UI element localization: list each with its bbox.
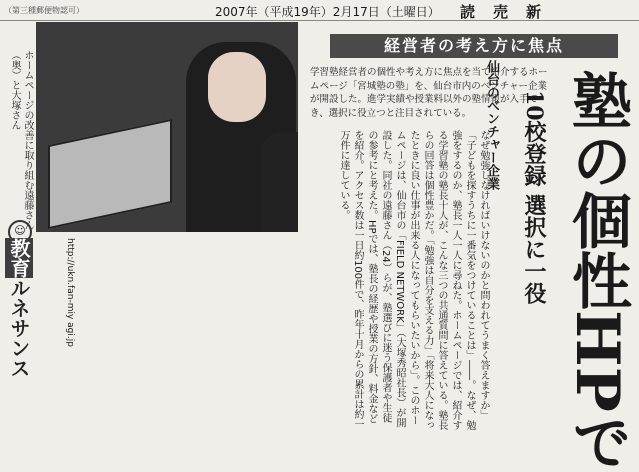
lead-paragraph: 学習塾経営者の個性や考え方に焦点を当て紹介するホームページ「宮城塾の塾」を、仙台市内のベンチャー企業が開設した。進学実績や授業料以外の塾情報が入手でき、選択に役立つと注目されている。	[310, 67, 548, 119]
sub-headline: 10校登録 選択に一役	[521, 90, 547, 305]
main-headline: 塾の個性HPで	[562, 70, 632, 472]
logo-title: ルネサンス	[7, 278, 31, 378]
newspaper-name: 読売新	[460, 3, 560, 21]
publication-date: 2007年（平成19年）2月17日（土曜日）	[215, 5, 440, 19]
man-face	[208, 52, 266, 122]
smiley-icon: ☺	[8, 220, 32, 244]
masthead-bar	[0, 0, 639, 21]
mail-permit-label: （第三種郵便物認可）	[4, 6, 84, 15]
logo-edu-label: 教育	[7, 238, 31, 278]
article-body: なぜ勉強しなければいけないのかと問われてうまく答えますか」「子どもを探すうちに一番気をつけていることは」――。なぜ、勉強をするのか、塾長一人一人に尋ねた。ホームページでは、紹介する学習塾の塾長十人が、こんな三つの共通質問に答えている。塾長らの回答は個性豊かだ。「勉強は自分を支える力」「将来大人になったときに良い仕事が出来る人になってもらいたいから」。このホームページは、仙台市の「FIELD NETWORK」（大塚秀昭社長）が開設した。同社の遠藤さん（24）らが、塾選びに迷う保護者や生徒の参考にと考えた。HPでは、塾長の経歴や授業の方針、料金などを紹介。アクセス数は一日約100件で、昨年十月からの累計は約一万件に達している。	[338, 130, 489, 430]
photo-caption: ホームページの改善に取り組む遠藤さん（奥）と大塚さん	[9, 50, 33, 230]
headline-kicker: 仙台のベンチャー企業	[484, 60, 499, 190]
website-url: http://ukn.fan-miy agi.jp	[65, 238, 75, 347]
section-banner: 経営者の考え方に焦点	[330, 34, 618, 58]
series-logo	[2, 238, 34, 438]
